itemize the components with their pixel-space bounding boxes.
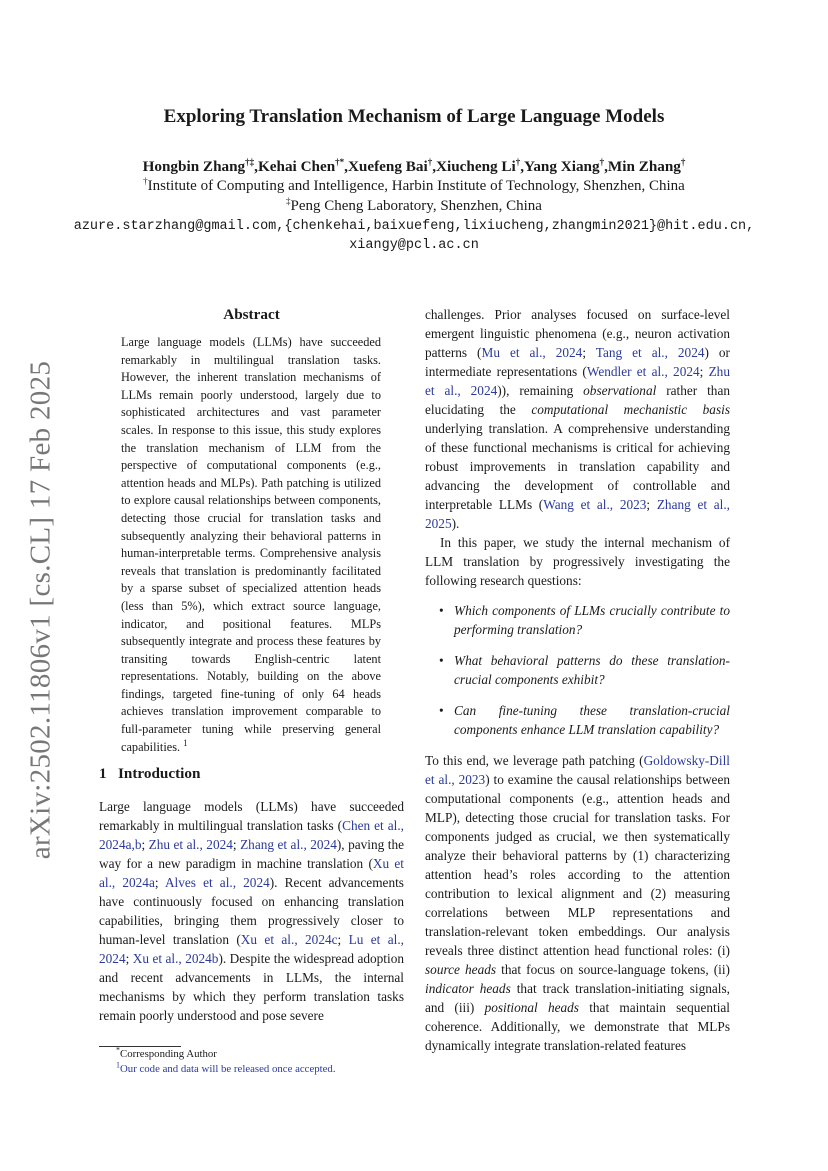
bullet-icon: • xyxy=(439,653,444,668)
section-number: 1 xyxy=(99,765,107,782)
text-run: ), paving the way for a new paradigm in machine translation ( xyxy=(99,837,404,871)
emphasis: indicator heads xyxy=(425,981,511,996)
text-run: that focus on source-language tokens, (ii) xyxy=(496,962,730,977)
research-question xyxy=(439,651,730,689)
intro-paragraph: In this paper, we study the internal mechanism of LLM translation by progressively investigating the following research questions: xyxy=(425,535,730,588)
text-run: Large language models (LLMs) have succeeded remarkably in multilingual translation tasks ( xyxy=(99,799,404,833)
citation-link[interactable]: Xu et al., 2024a xyxy=(99,856,404,890)
author-name: Hongbin Zhang xyxy=(142,158,246,175)
emphasis: positional heads xyxy=(484,1000,579,1015)
text-run: that maintain sequential coherence. Additionally, we demonstrate that MLPs dynamically integrate translation-related features xyxy=(425,1000,730,1053)
author-name: Min Zhang xyxy=(607,158,681,175)
text-run: rather than elucidating the xyxy=(425,383,730,417)
text-run: ). xyxy=(451,516,460,531)
text-run: ). Despite the widespread adoption and recent advancements in LLMs, the internal mechanisms by which they perform translation tasks remain poorly understood and pose severe xyxy=(99,951,404,1023)
footnote-mark: 1 xyxy=(116,1060,120,1070)
text-run: ; xyxy=(232,837,241,852)
bullet-icon: • xyxy=(439,603,444,618)
research-questions-list xyxy=(425,601,730,739)
footnote-ref[interactable]: 1 xyxy=(183,737,188,748)
affiliation-mark: ‡ xyxy=(286,196,291,206)
citation-link[interactable]: Chen et al., 2024a,b xyxy=(99,818,404,852)
citation-link[interactable]: Wang et al., 2023 xyxy=(543,497,647,512)
footnote-text: Corresponding Author xyxy=(120,1048,217,1060)
text-run: ; xyxy=(154,875,165,890)
citation-link[interactable]: Zhu et al., 2024 xyxy=(148,837,233,852)
affiliation-1 xyxy=(0,178,828,195)
intro-paragraph xyxy=(425,751,730,1055)
author-name: Yang Xiang xyxy=(524,158,600,175)
citation-link[interactable]: Zhu et al., 2024 xyxy=(425,364,730,398)
citation-link[interactable]: Alves et al., 2024 xyxy=(164,875,270,890)
text-run: ) or intermediate representations ( xyxy=(425,345,730,379)
emphasis: source heads xyxy=(425,962,497,977)
arxiv-id: arXiv:2502.11806v1 [cs.CL] 17 Feb 2025 xyxy=(24,360,57,860)
abstract-heading: Abstract xyxy=(223,306,280,323)
section-title: Introduction xyxy=(117,765,201,782)
section-heading-introduction xyxy=(99,765,200,783)
footnote-mark: * xyxy=(116,1045,120,1055)
author-mark: † xyxy=(680,156,686,167)
abstract-text xyxy=(121,334,381,756)
question-text: Which components of LLMs crucially contribute to performing translation? xyxy=(454,603,730,637)
emphasis: computational mechanistic basis xyxy=(531,402,730,417)
footnote-text[interactable]: Our code and data will be released once accepted. xyxy=(120,1063,336,1075)
affiliation-text: Peng Cheng Laboratory, Shenzhen, China xyxy=(290,198,542,214)
author-mark: †‡ xyxy=(245,156,255,167)
text-run: ; xyxy=(141,837,149,852)
author-mark: † xyxy=(427,156,433,167)
text-run: To this end, we leverage path patching ( xyxy=(425,753,644,768)
text-run: ; xyxy=(582,345,596,360)
bullet-icon: • xyxy=(439,703,444,718)
affiliation-text: Institute of Computing and Intelligence, Harbin Institute of Technology, Shenzhen, China xyxy=(147,178,685,194)
citation-link[interactable]: Tang et al., 2024 xyxy=(595,345,705,360)
text-run: underlying translation. A comprehensive understanding of these functional mechanisms is critical for achieving robust improvements in translation capability and advancing the development of controllable and interpretable LLMs ( xyxy=(425,421,730,512)
intro-paragraph xyxy=(425,305,730,533)
citation-link[interactable]: Mu et al., 2024 xyxy=(481,345,583,360)
emphasis: observational xyxy=(583,383,657,398)
email-line-1: azure.starzhang@gmail.com,{chenkehai,baixuefeng,lixiucheng,zhangmin2021}@hit.edu.cn, xyxy=(73,219,755,234)
footnote-code-release xyxy=(116,1060,336,1075)
author-name: Xiucheng Li xyxy=(436,158,516,175)
paper-title: Exploring Translation Mechanism of Large Language Models xyxy=(163,106,665,127)
arxiv-sidebar-stamp xyxy=(6,360,76,860)
text-run: ; xyxy=(646,497,657,512)
text-run: )), remaining xyxy=(497,383,584,398)
affiliation-mark: † xyxy=(143,176,148,186)
text-run: ) to examine the causal relationships between computational components (e.g., attention heads and MLP), detecting those crucial for translation tasks. For components judged as crucial, we then systematically analyze their behavioral patterns by (1) characterizing attention head’s roles according to the attention contribution to lexical alignment and (2) measuring correlations between MLP representations and translation-relevant token embeddings. Our analysis reveals three distinct attention head functional roles: (i) xyxy=(425,772,730,958)
question-text: Can fine-tuning these translation-crucial components enhance LLM translation capability? xyxy=(454,703,730,737)
author-name: Xuefeng Bai xyxy=(347,158,428,175)
citation-link[interactable]: Lu et al., 2024 xyxy=(99,932,404,966)
text-run: ; xyxy=(125,951,133,966)
research-question xyxy=(439,601,730,639)
citation-link[interactable]: Xu et al., 2024c xyxy=(240,932,338,947)
citation-link[interactable]: Wendler et al., 2024 xyxy=(586,364,700,379)
author-list: Hongbin Zhang†‡,Kehai Chen†*,Xuefeng Bai†,Xiucheng Li†,Yang Xiang†,Min Zhang† xyxy=(142,156,686,175)
text-run: ; xyxy=(337,932,349,947)
citation-link[interactable]: Zhang et al., 2025 xyxy=(425,497,730,531)
footnote-rule xyxy=(99,1046,181,1047)
right-column xyxy=(425,305,730,1055)
citation-link[interactable]: Xu et al., 2024b xyxy=(132,951,219,966)
research-question xyxy=(439,701,730,739)
citation-link[interactable]: Zhang et al., 2024 xyxy=(240,837,337,852)
affiliation-2 xyxy=(0,198,828,215)
citation-link[interactable]: Goldowsky-Dill et al., 2023 xyxy=(425,753,730,787)
abstract-body-text: Large language models (LLMs) have succeeded remarkably in multilingual translation tasks. However, the inherent translation mechanisms of LLMs remain poorly understood, largely due to sophisticated architectures and vast parameter scales. In response to this issue, this study explores the translation mechanism of LLM from the perspective of computational components (e.g., attention heads and MLPs). Path patching is utilized to explore causal relationships between components, detecting those crucial for translation tasks and subsequently analyzing their behavioral patterns in human-interpretable terms. Comprehensive analysis reveals that translation is predominantly facilitated by a sparse subset of specialized attention heads (less than 5%), which extract source language, indicator, and positional features. MLPs subsequently integrate and process these features by transiting towards English-centric latent representations. Notably, building on the above findings, targeted fine-tuning of only 64 heads achieves translation improvement comparable to full-parameter tuning while preserving general capabilities. xyxy=(121,335,381,754)
footnote-corresponding xyxy=(116,1045,217,1060)
text-run: ). Recent advancements have continuously focused on enhancing translation capabilities, bringing them progressively closer to human-level translation ( xyxy=(99,875,404,947)
author-mark: †* xyxy=(335,156,345,167)
intro-paragraph xyxy=(99,797,404,1025)
author-mark: † xyxy=(599,156,605,167)
author-mark: † xyxy=(515,156,521,167)
text-run: that track translation-initiating signals, and (iii) xyxy=(425,981,730,1015)
text-run: challenges. Prior analyses focused on surface-level emergent linguistic phenomena (e.g., neuron activation patterns ( xyxy=(425,307,730,360)
author-name: Kehai Chen xyxy=(257,158,336,175)
text-run: ; xyxy=(699,364,709,379)
email-line-2: xiangy@pcl.ac.cn xyxy=(349,238,479,253)
question-text: What behavioral patterns do these translation-crucial components exhibit? xyxy=(454,653,730,687)
